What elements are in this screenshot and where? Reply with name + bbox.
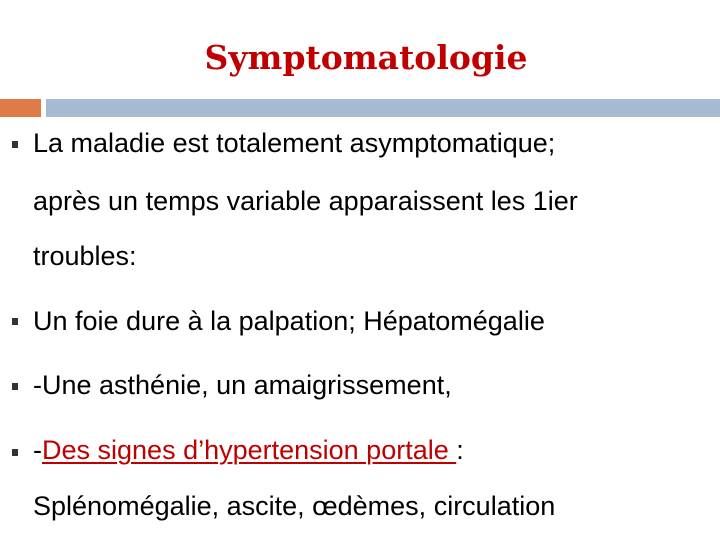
bullet-1-line-1: La maladie est totalement asymptomatique; — [33, 128, 556, 158]
bullet-4-prefix: - — [33, 435, 42, 465]
bullet-2-line-1: Un foie dure à la palpation; Hépatomégalie — [33, 306, 545, 336]
bullet-1-line-3: troubles: — [33, 241, 137, 271]
bullet-1-line-2: après un temps variable apparaissent les 1ier — [33, 186, 578, 216]
bullet-4-line-2: Splénomégalie, ascite, œdèmes, circulation — [33, 491, 556, 521]
accent-bar-blue — [46, 99, 720, 117]
slide-title: Symptomatologie — [204, 38, 528, 77]
bullet-square-icon — [12, 449, 18, 456]
bullet-square-icon — [12, 383, 18, 390]
bullet-3-line-1: -Une asthénie, un amaigrissement, — [33, 370, 452, 400]
bullet-4-line-1 — [33, 434, 464, 466]
bullet-square-icon — [12, 318, 18, 325]
bullet-square-icon — [12, 141, 18, 148]
bullet-4-suffix: : — [456, 435, 464, 465]
accent-bar-orange — [0, 99, 41, 117]
portal-hypertension-link[interactable]: Des signes d’hypertension portale — [42, 435, 457, 465]
